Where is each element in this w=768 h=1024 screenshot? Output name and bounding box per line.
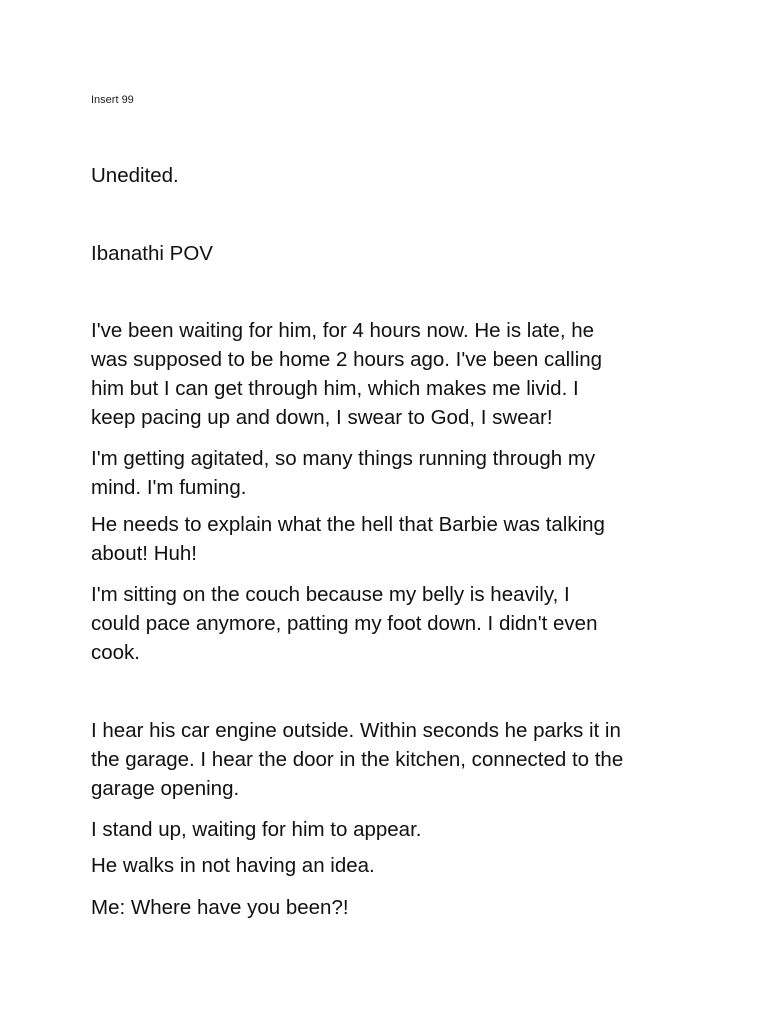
paragraph-line: Me: Where have you been?!: [91, 896, 349, 919]
paragraph-line: He walks in not having an idea.: [91, 854, 375, 877]
paragraph-line: about! Huh!: [91, 542, 197, 565]
paragraph-1: [91, 316, 691, 432]
paragraph-line: could pace anymore, patting my foot down. I didn't even: [91, 612, 598, 635]
paragraph-8: [91, 893, 691, 922]
paragraph-line: the garage. I hear the door in the kitchen, connected to the: [91, 748, 624, 771]
paragraph-line: him but I can get through him, which makes me livid. I: [91, 377, 579, 400]
paragraph-line: was supposed to be home 2 hours ago. I've been calling: [91, 348, 603, 371]
paragraph-2: [91, 444, 691, 502]
paragraph-line: I hear his car engine outside. Within seconds he parks it in: [91, 719, 621, 742]
paragraph-line: He needs to explain what the hell that Barbie was talking: [91, 513, 605, 536]
paragraph-line: I'm sitting on the couch because my belly is heavily, I: [91, 583, 570, 606]
paragraph-line: I stand up, waiting for him to appear.: [91, 818, 422, 841]
pov-heading: Ibanathi POV: [91, 242, 213, 265]
paragraph-line: I've been waiting for him, for 4 hours now. He is late, he: [91, 319, 595, 342]
paragraph-6: [91, 815, 691, 844]
paragraph-line: mind. I'm fuming.: [91, 476, 247, 499]
paragraph-4: [91, 580, 691, 667]
paragraph-line: keep pacing up and down, I swear to God, I swear!: [91, 406, 553, 429]
paragraph-line: cook.: [91, 641, 140, 664]
insert-label: Insert 99: [91, 94, 134, 106]
unedited-note: Unedited.: [91, 164, 179, 187]
paragraph-5: [91, 716, 691, 803]
paragraph-7: [91, 851, 691, 880]
paragraph-line: garage opening.: [91, 777, 240, 800]
paragraph-line: I'm getting agitated, so many things running through my: [91, 447, 596, 470]
paragraph-3: [91, 510, 691, 568]
